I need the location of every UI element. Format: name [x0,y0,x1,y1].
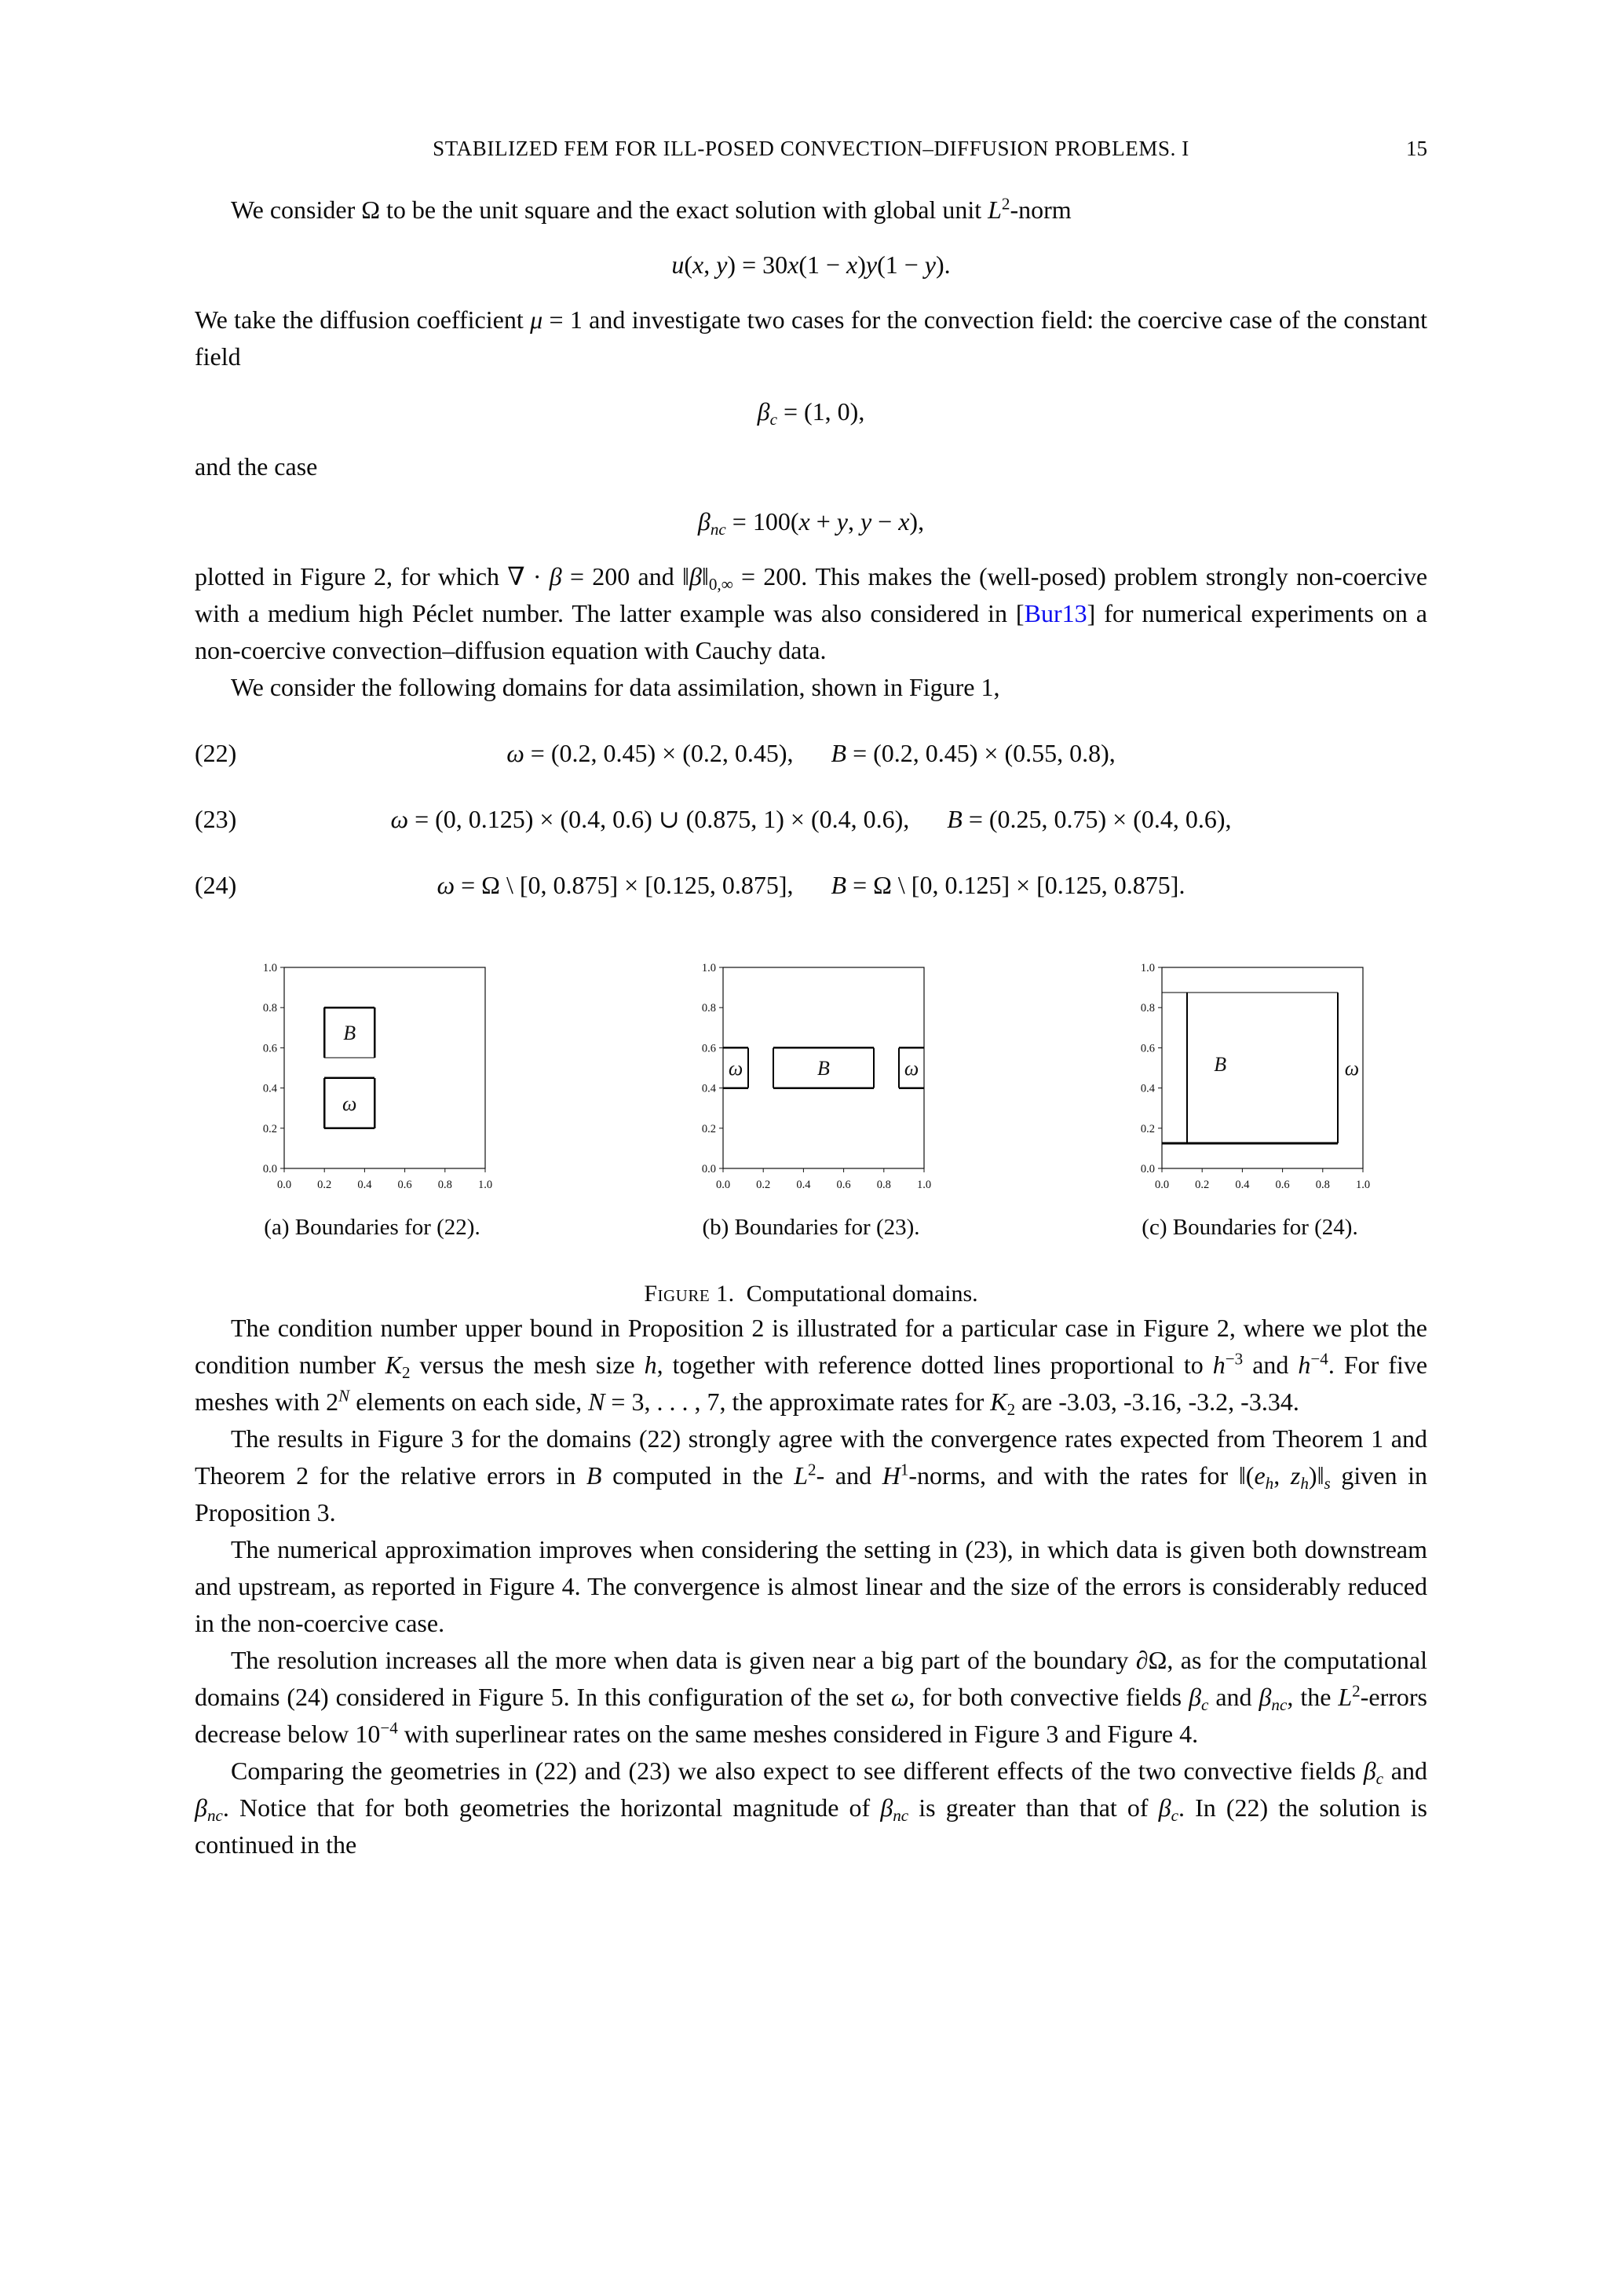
text-run: = (1, 0), [776,397,865,426]
text-run: , [1273,1461,1291,1490]
y-tick-label: 1.0 [262,962,277,974]
text-run: β [880,1793,893,1822]
text-run: = (0.2, 0.45) × (0.2, 0.45), [524,739,794,767]
text-run: given in Proposition 3. [195,1461,1428,1526]
text-run: = 1 and investigate two cases for the convection field: the coercive case of the constant field [195,305,1427,371]
text-run: and [1243,1351,1299,1379]
subcaption-b: (b) Boundaries for (23). [702,1215,920,1240]
equation-23-number: (23) [195,805,237,833]
text-run [794,871,831,899]
text-run: −4 [1310,1349,1328,1369]
text-column [195,135,1427,1863]
text-run: is greater than that of [908,1793,1159,1822]
text-run: h [1265,1473,1274,1493]
paragraph-results-fig3 [195,1420,1427,1531]
text-run [794,739,831,767]
text-run: y [836,507,848,536]
x-tick-label: 0.4 [796,1179,811,1191]
text-run: (1 − [798,250,847,279]
x-tick-label: 0.8 [437,1179,452,1191]
text-run: -norm [1010,196,1072,224]
text-run: β [689,562,702,590]
text-run: The resolution increases all the more when data is given near a big part of the boundary ∂Ω, as for the computational domains (24) considered in Figure 5. In this configuration of the set [195,1646,1427,1711]
text-run: β [1259,1683,1272,1711]
text-run: h [1300,1473,1309,1493]
text-run: B [831,871,847,899]
text-run: x [692,250,704,279]
domain-plot-a [250,960,495,1197]
subcaption-a: (a) Boundaries for (22). [264,1215,480,1240]
text-run: β [757,397,770,426]
text-run: B [831,739,847,767]
x-tick-label: 0.0 [715,1179,731,1191]
domain-plot-b [689,960,933,1197]
text-run: μ [530,305,543,334]
y-tick-label: 0.2 [701,1122,716,1135]
text-run: 2 [1352,1681,1361,1701]
paragraph-numerical-approx [195,1531,1427,1642]
text-run: nc [710,519,726,539]
y-tick-label: 0.4 [262,1082,277,1095]
text-run [909,805,947,833]
region-label: B [1214,1052,1227,1076]
text-run: 2 [401,1362,411,1382]
text-run: β [1158,1793,1171,1822]
paragraph-comparing [195,1753,1427,1863]
text-run: . Notice that for both geometries the horizontal magnitude of [222,1793,881,1822]
text-run: computed in the [601,1461,795,1490]
text-run: , for both convective fields [908,1683,1189,1711]
x-tick-label: 1.0 [1355,1179,1371,1191]
x-tick-label: 0.2 [317,1179,332,1191]
y-tick-label: 0.0 [262,1163,277,1175]
text-run: versus the mesh size [410,1351,645,1379]
text-run: , [703,250,717,279]
y-tick-label: 0.4 [1140,1082,1155,1095]
text-run: nc [893,1805,909,1825]
equation-beta-coercive [195,393,1427,430]
text-run: h [1298,1351,1311,1379]
x-tick-label: 1.0 [916,1179,932,1191]
text-run: -norms, and with the rates for ‖( [908,1461,1255,1490]
paragraph-diffusion [195,302,1427,375]
text-run: , the [1287,1683,1339,1711]
text-run: c [1201,1695,1209,1714]
y-tick-label: 0.8 [701,1002,716,1015]
text-run: = 3, . . . , 7, the approximate rates for [605,1387,991,1416]
text-run: Computational domains. [734,1281,978,1307]
text-run: Figure 1. [644,1281,735,1307]
paragraph-plotted [195,558,1427,669]
text-run: − [871,507,899,536]
text-run: u [671,250,685,279]
text-run: y [924,250,936,279]
text-run: y [865,250,878,279]
text-run: plotted in Figure 2, for which ∇ · [195,562,550,590]
equation-24 [195,867,1427,904]
text-run: We consider the following domains for data assimilation, shown in Figure 1, [231,673,1000,701]
text-run: c [1375,1768,1384,1788]
text-run: - and [816,1461,882,1490]
text-run: N [588,1387,605,1416]
text-run: h [644,1351,657,1379]
text-run: x [846,250,858,279]
text-run: K [385,1351,402,1379]
text-run: z [1290,1461,1301,1490]
text-run: = Ω \ [0, 0.125] × [0.125, 0.875]. [846,871,1185,899]
x-tick-label: 0.8 [1315,1179,1330,1191]
text-run: ), [909,507,925,536]
text-run: e [1254,1461,1266,1490]
paragraph-resolution [195,1642,1427,1753]
text-run: L [1338,1683,1353,1711]
text-run: −4 [380,1718,398,1738]
x-tick-label: 0.2 [1195,1179,1210,1191]
x-tick-label: 0.8 [876,1179,891,1191]
text-run: x [787,250,799,279]
text-run: The numerical approximation improves when considering the setting in (23), in which data is given both downstream and upstream, as reported in Figure 4. The convergence is almost linear and the size of the errors is considerably reduced in the non-coercive case. [195,1535,1427,1637]
text-run: . For five meshes with 2 [195,1351,1428,1416]
text-run: ω [890,1683,909,1711]
text-run: are -3.03, -3.16, -3.2, -3.34. [1015,1387,1299,1416]
y-tick-label: 1.0 [1140,962,1155,974]
text-run: = (0.25, 0.75) × (0.4, 0.6), [962,805,1232,833]
text-run: We take the diffusion coefficient [195,305,531,334]
y-tick-label: 1.0 [701,962,716,974]
text-run: L [794,1461,808,1490]
text-run: h [1212,1351,1226,1379]
text-run: = Ω \ [0, 0.875] × [0.125, 0.875], [455,871,794,899]
y-tick-label: 0.2 [1140,1122,1155,1135]
x-tick-label: 0.6 [1275,1179,1290,1191]
text-run: elements on each side, [349,1387,589,1416]
region-label: ω [342,1091,357,1115]
text-run: ω [437,871,455,899]
text-run: K [990,1387,1007,1416]
equation-22-body [506,739,1116,767]
region-label: ω [904,1057,919,1080]
text-run: −3 [1225,1349,1244,1369]
x-tick-label: 0.0 [276,1179,292,1191]
paragraph-condition-number [195,1310,1427,1420]
y-tick-label: 0.6 [1140,1042,1155,1055]
equation-beta-noncoercive [195,503,1427,540]
text-run: 2 [1006,1399,1016,1419]
text-run: = (0.2, 0.45) × (0.55, 0.8), [846,739,1116,767]
text-run: c [769,409,777,429]
x-tick-label: 1.0 [477,1179,493,1191]
text-run: = (0, 0.125) × (0.4, 0.6) ∪ (0.875, 1) × (0.4, 0.6), [408,805,910,833]
text-run: β [1189,1683,1201,1711]
axes-box [284,967,485,1168]
x-tick-label: 0.0 [1154,1179,1170,1191]
equation-22-number: (22) [195,739,237,767]
y-tick-label: 0.0 [701,1163,716,1175]
text-run: N [338,1386,350,1406]
text-run: 2 [808,1460,816,1479]
text-run: ‖ [701,562,709,590]
text-run: B [586,1461,602,1490]
running-title: STABILIZED FEM FOR ILL-POSED CONVECTION–DIFFUSION PROBLEMS. I [433,137,1189,160]
equation-23-body [390,805,1231,833]
text-run: = 100( [725,507,799,536]
y-tick-label: 0.6 [701,1042,716,1055]
x-tick-label: 0.4 [357,1179,372,1191]
text-run: ω [506,739,524,767]
running-header [195,135,1427,168]
subfigure-a [250,960,495,1242]
region-label: ω [1344,1057,1360,1080]
y-tick-label: 0.4 [701,1082,716,1095]
text-run: The condition number upper bound in Proposition 2 is illustrated for a particular case in Figure 2, where we plot the condition number [195,1314,1427,1379]
text-run: x [798,507,810,536]
x-tick-label: 0.2 [756,1179,771,1191]
text-run: 2 [1001,194,1010,214]
region-label: B [343,1022,356,1045]
figure-1 [195,960,1427,1310]
text-run: The results in Figure 3 for the domains (22) strongly agree with the convergence rates expected from Theorem 1 and Theorem 2 for the relative errors in [195,1424,1427,1490]
x-tick-label: 0.6 [397,1179,412,1191]
y-tick-label: 0.0 [1140,1163,1155,1175]
text-run: and the case [195,452,318,481]
axes-box [1162,967,1363,1168]
text-run: ) = 30 [727,250,788,279]
text-run: β [1363,1757,1376,1785]
text-run: c [1171,1805,1178,1825]
text-run: H [882,1461,901,1490]
text-run: nc [206,1805,223,1825]
x-tick-label: 0.4 [1235,1179,1250,1191]
text-run: with superlinear rates on the same meshes considered in Figure 3 and Figure 4. [397,1720,1199,1748]
y-tick-label: 0.6 [262,1042,277,1055]
equation-exact-solution [195,247,1427,283]
text-run: ) [857,250,866,279]
subfigure-b [689,960,933,1242]
subcaption-c: (c) Boundaries for (24). [1142,1215,1358,1240]
paragraph-domains [195,669,1427,706]
text-run: y [716,250,728,279]
region-label: ω [728,1057,743,1080]
citation-link[interactable]: Bur13 [1024,599,1087,627]
text-run: nc [1271,1695,1288,1714]
text-run: . In (22) the solution is continued in the [195,1793,1428,1859]
text-run: 0,∞ [708,574,733,594]
text-run: We consider Ω to be the unit square and the exact solution with global unit [231,196,988,224]
region-label: B [817,1057,830,1080]
y-tick-label: 0.8 [262,1002,277,1015]
equation-24-body [437,871,1185,899]
text-run: β [195,1793,207,1822]
text-run: 1 [900,1460,909,1479]
text-run: s [1324,1473,1331,1493]
equation-24-number: (24) [195,871,237,899]
text-run: )‖ [1308,1461,1324,1490]
text-run: Comparing the geometries in (22) and (23) we also expect to see different effects of the two convective fields [231,1757,1364,1785]
y-tick-label: 0.8 [1140,1002,1155,1015]
equation-22 [195,735,1427,772]
paragraph-and-the-case [195,448,1427,485]
equation-23 [195,801,1427,838]
text-run: + [809,507,837,536]
subfigure-c [1127,960,1372,1242]
figure-1-row [195,960,1427,1242]
page-number: 15 [1406,137,1427,160]
text-run: , [847,507,860,536]
y-tick-label: 0.2 [262,1122,277,1135]
text-run: β [549,562,562,590]
text-run: = 200 and ‖ [561,562,689,590]
text-run: ] for numerical experiments on a non-coercive convection–diffusion equation with Cauchy data. [195,599,1428,664]
text-run: y [860,507,872,536]
text-run: , together with reference dotted lines proportional to [656,1351,1213,1379]
figure-1-caption [195,1278,1427,1310]
text-run: and [1383,1757,1428,1785]
text-run: x [898,507,910,536]
x-tick-label: 0.6 [836,1179,851,1191]
text-run: L [988,196,1002,224]
text-run: ( [684,250,692,279]
text-run: (1 − [877,250,925,279]
text-run: -errors decrease below 10 [195,1683,1427,1748]
text-run: ω [390,805,409,833]
text-run: β [697,507,711,536]
text-run: = 200. This makes the (well-posed) problem strongly non-coercive with a medium high Péclet number. The latter example was also considered in [ [195,562,1428,627]
text-run: B [947,805,963,833]
domain-plot-c [1127,960,1372,1197]
text-run: ). [935,250,951,279]
text-run: and [1208,1683,1259,1711]
paragraph-intro [195,192,1427,229]
